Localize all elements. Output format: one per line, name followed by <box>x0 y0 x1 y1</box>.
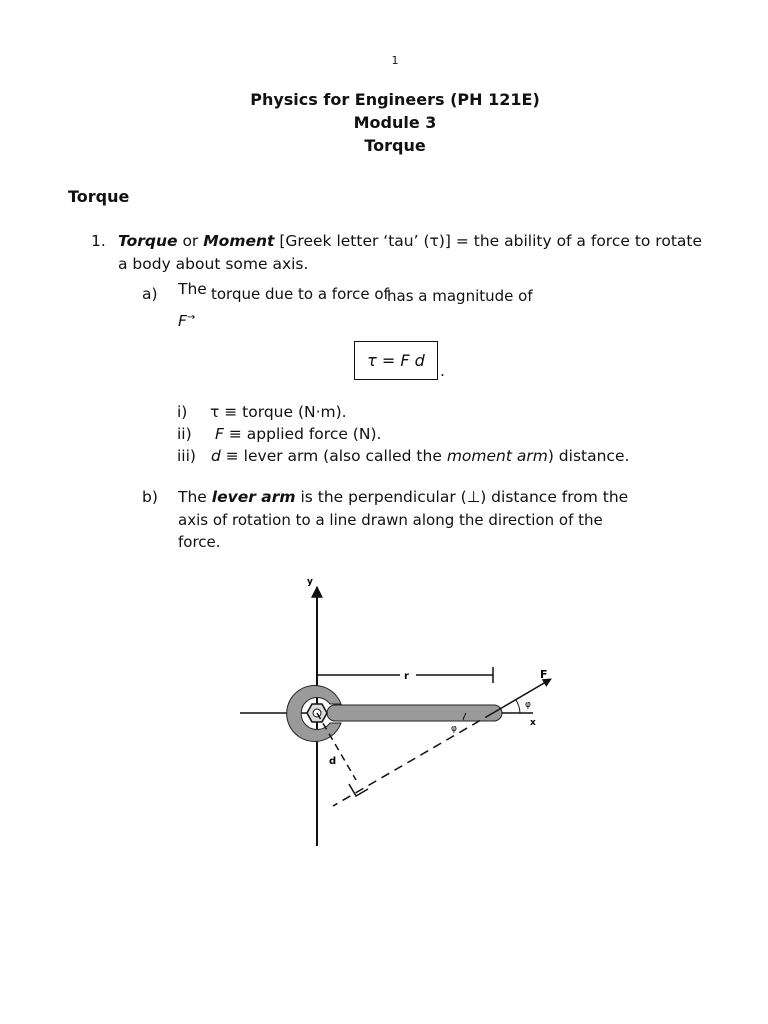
torque-definition: [Greek letter ‘tau’ (τ)] = the ability of a force to rotate <box>279 232 703 250</box>
force-label: F <box>540 668 548 681</box>
def-iii-tail: ) distance. <box>547 447 630 465</box>
def-i-symbol: τ <box>210 403 220 421</box>
def-iii-marker: iii) <box>177 447 196 465</box>
item-1-line2: a body about some axis. <box>118 255 309 273</box>
item-a-text2: has a magnitude of <box>387 287 533 305</box>
item-b-line1-rest: is the perpendicular (⊥) distance from the <box>295 488 629 506</box>
section-heading: Torque <box>68 187 130 206</box>
formula-period: . <box>440 362 445 380</box>
def-iii-rest: ≡ lever arm (also called the <box>220 447 447 465</box>
force-symbol: F <box>178 312 187 331</box>
phi-label-top: φ <box>525 700 531 710</box>
def-i-rest: ≡ torque (N·m). <box>219 403 347 421</box>
course-title: Physics for Engineers (PH 121E) <box>250 90 540 109</box>
module-title: Module 3 <box>353 113 437 132</box>
def-ii-rest: ≡ applied force (N). <box>223 425 382 443</box>
topic-title: Torque <box>364 136 426 155</box>
term-lever-arm: lever arm <box>211 488 296 506</box>
line-of-action <box>333 713 493 806</box>
item-b-line3: force. <box>178 533 221 551</box>
def-ii-symbol: F <box>215 425 224 443</box>
right-angle-mark <box>349 784 368 796</box>
d-label: d <box>329 756 337 767</box>
wrench-handle <box>327 705 502 721</box>
y-axis-label: y <box>307 577 313 587</box>
vector-arrow: → <box>186 312 196 323</box>
item-1-number: 1. <box>91 232 106 250</box>
torque-formula-box: τ = F d <box>354 341 438 380</box>
x-axis-label: x <box>530 718 536 728</box>
item-b-pre: The <box>178 488 212 506</box>
term-torque: Torque <box>118 232 178 250</box>
connector-or: or <box>182 232 199 250</box>
item-a-text1: torque due to a force of <box>211 285 389 303</box>
page-number: 1 <box>391 54 399 67</box>
item-a-marker: a) <box>142 285 158 303</box>
item-a-the: The <box>178 280 207 298</box>
def-i-marker: i) <box>177 403 188 421</box>
def-iii-symbol: d <box>211 447 221 465</box>
r-label: r <box>404 671 409 682</box>
force-vector <box>493 679 551 713</box>
def-ii-marker: ii) <box>177 425 192 443</box>
phi-label-lower: φ <box>451 724 457 734</box>
angle-arc-top <box>516 700 520 713</box>
item-b-marker: b) <box>142 488 158 506</box>
term-moment: Moment <box>203 232 275 250</box>
item-b-line2: axis of rotation to a line drawn along the direction of the <box>178 511 603 529</box>
def-iii-emph: moment arm <box>446 447 548 465</box>
